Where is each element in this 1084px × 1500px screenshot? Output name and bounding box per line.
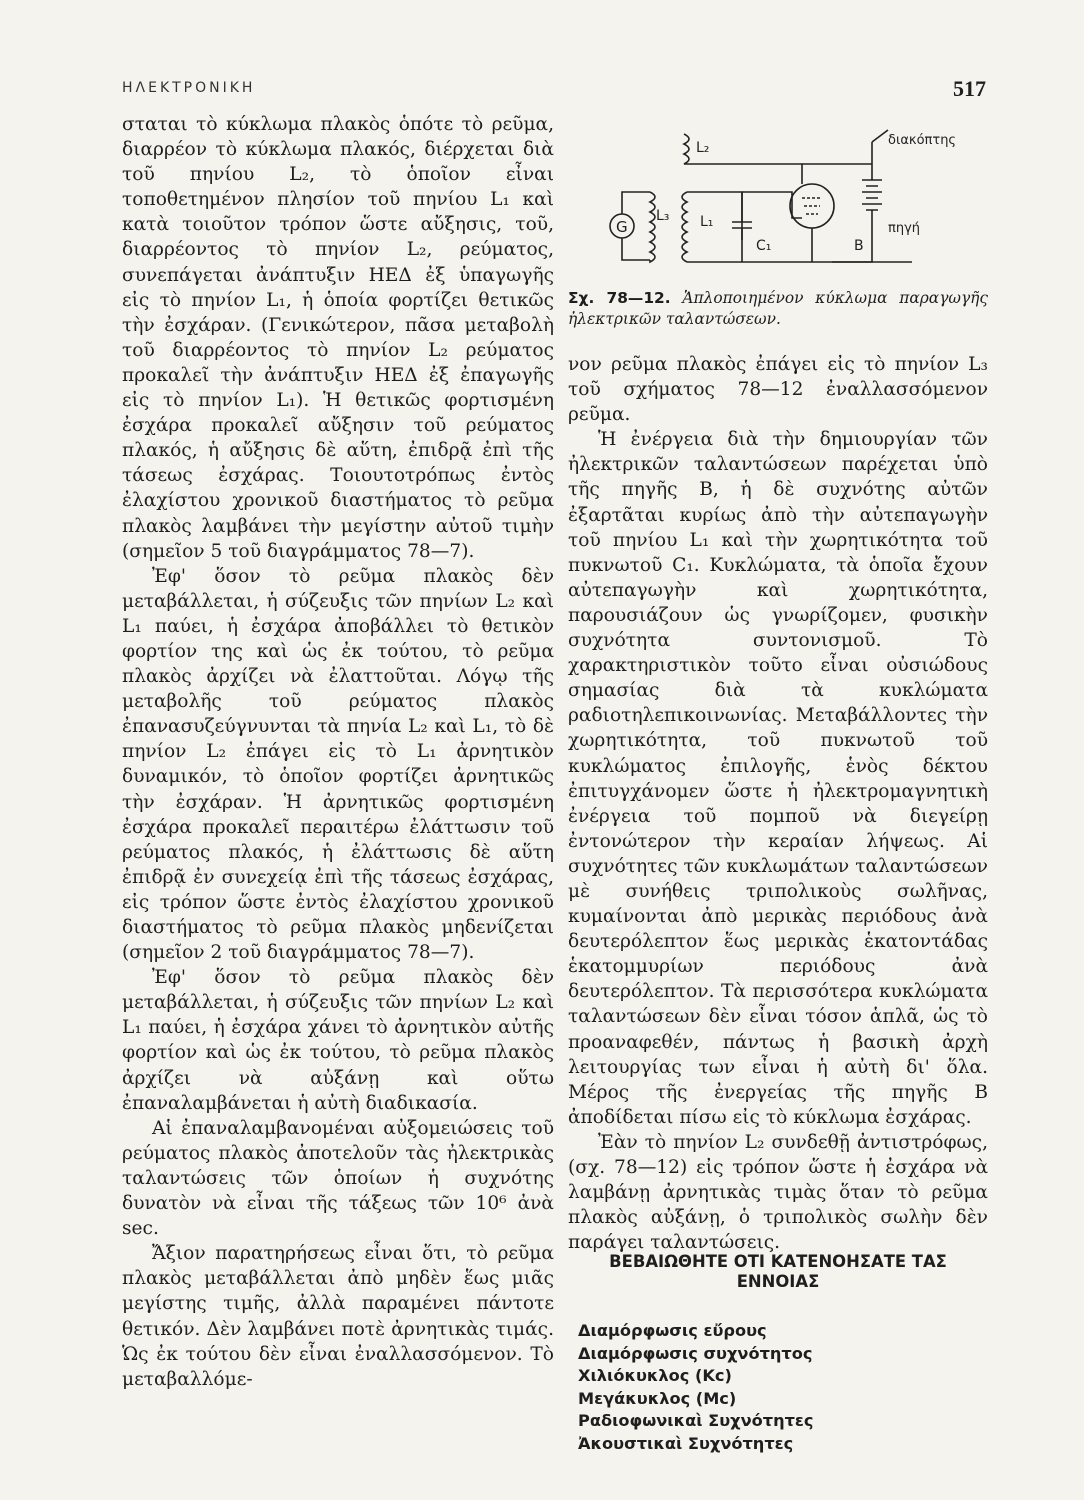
paragraph: σταται τὸ κύκλωμα πλακὸς ὁπότε τὸ ρεῦμα, διαρρέον τὸ κύκλωμα πλακός, διέρχεται διὰ τοῦ πηνίου L₂, τὸ ὁποῖον εἶναι τοποθετημένον πλησίον τοῦ πηνίου L₁ καὶ κατὰ τοιοῦτον τρόπον ὥστε αὔξησις, τοῦ, διαρρέοντος τὸ πηνίον L₂, ρεύματος, συνεπάγεται ἀνάπτυξιν ΗΕΔ ἐξ ὑπαγωγῆς εἰς τὸ πηνίον L₁, ἡ ὁποία φορτίζει θετικῶς τὴν ἐσχάραν. (Γενικώτερον, πᾶσα μεταβολὴ τοῦ διαρρέοντος τὸ πηνίον L₂ ρεύματος προκαλεῖ τὴν ἀνάπτυξιν ΗΕΔ ἐξ ἐπαγωγῆς εἰς τὸ πηνίον L₁). Ἡ θετικῶς φορτισμένη ἐσχάρα προκαλεῖ αὔξησιν τοῦ ρεύματος πλακός, ἡ αὔξησις δὲ αὕτη, ἐπιδρᾷ ἐπὶ τῆς τάσεως ἐσχάρας. Τοιουτοτρόπως ἐντὸς ἐλαχίστου χρονικοῦ διαστήματος τὸ ρεῦμα πλακὸς λαμβάνει τὴν μεγίστην αὐτοῦ τιμὴν (σημεῖον 5 τοῦ διαγράμματος 78—7).	[122, 114, 554, 562]
page-number: 517	[953, 76, 986, 101]
review-terms	[578, 1320, 958, 1456]
review-term: Διαμόρφωσις συχνότητος	[578, 1343, 813, 1363]
label-switch: διακόπτης	[888, 133, 957, 148]
running-title: ΗΛΕΚΤΡΟΝΙΚΗ	[122, 80, 256, 96]
paragraph: Ἐφ' ὅσον τὸ ρεῦμα πλακὸς δὲν μεταβάλλεται, ἡ σύζευξις τῶν πηνίων L₂ καὶ L₁ παύει, ἡ ἐσχάρα ἀποβάλλει τὸ θετικὸν φορτίον της καὶ ὡς ἐκ τούτου, τὸ ρεῦμα πλακὸς ἀρχίζει νὰ ἐλαττοῦται. Λόγῳ τῆς μεταβολῆς τοῦ ρεύματος πλακὸς ἐπανασυζεύγνυνται τὰ πηνία L₂ καὶ L₁, τὸ δὲ πηνίον L₂ ἐπάγει εἰς τὸ L₁ ἀρνητικὸν δυναμικόν, τὸ ὁποῖον φορτίζει ἀρνητικῶς τὴν ἐσχάραν. Ἡ ἀρνητικῶς φορτισμένη ἐσχάρα προκαλεῖ περαιτέρω ἐλάττωσιν τοῦ ρεύματος πλακός, ἡ ἐλάττωσις δὲ αὕτη ἐπιδρᾷ ἐν συνεχείᾳ ἐπὶ τῆς τάσεως ἐσχάρας, εἰς τρόπον ὥστε ἐντὸς ἐλαχίστου χρονικοῦ διαστήματος τὸ ρεῦμα πλακὸς μηδενίζεται (σημεῖον 2 τοῦ διαγράμματος 78—7).	[122, 565, 554, 964]
coil-L3	[650, 192, 655, 262]
review-heading: ΒΕΒΑΙΩΘΗΤΕ ΟΤΙ ΚΑΤΕΝΟΗΣΑΤΕ ΤΑΣ ΕΝΝΟΙΑΣ	[609, 1252, 947, 1291]
review-term: Ραδιοφωνικαὶ Συχνότητες	[578, 1411, 814, 1431]
paragraph: Αἱ ἐπαναλαμβανομέναι αὐξομειώσεις τοῦ ρεύματος πλακὸς ἀποτελοῦν τὰς ἠλεκτρικὰς ταλαντώσεις τῶν ὁποίων ἡ συχνότης δυνατὸν νὰ εἶναι τῆς τάξεως τῶν 10⁶ ἀνὰ sec.	[122, 1117, 554, 1240]
circuit-diagram	[592, 128, 992, 278]
label-source: πηγή	[888, 221, 920, 236]
figure-caption	[568, 288, 988, 330]
review-term: Διαμόρφωσις εὔρους	[578, 1321, 767, 1340]
switch-symbol	[872, 130, 888, 142]
label-C1: C₁	[756, 238, 772, 254]
paragraph: Ἡ ἐνέργεια διὰ τὴν δημιουργίαν τῶν ἠλεκτρικῶν ταλαντώσεων παρέχεται ὑπὸ τῆς πηγῆς B, ἡ δὲ συχνότης αὐτῶν ἐξαρτᾶται κυρίως ἀπὸ τὴν αὐτεπαγωγὴν τοῦ πηνίου L₁ καὶ τὴν χωρητικότητα τοῦ πυκνωτοῦ C₁. Κυκλώματα, τὰ ὁποῖα ἔχουν αὐτεπαγωγὴν καὶ χωρητικότητα, παρουσιάζουν ὡς γνωρίζομεν, φυσικὴν συχνότητα συντονισμοῦ. Τὸ χαρακτηριστικὸν τοῦτο εἶναι οὐσιώδους σημασίας διὰ τὰ κυκλώματα ραδιοτηλεπικοινωνίας. Μεταβάλλοντες τὴν χωρητικότητα, τοῦ πυκνωτοῦ τοῦ κυκλώματος ἐπιλογῆς, ἑνὸς δέκτου ἐπιτυγχάνομεν ὥστε ἡ ἠλεκτρομαγνητικὴ ἐνέργεια τοῦ πομποῦ νὰ διεγείρῃ ἐντονώτερον τὴν κεραίαν λήψεως. Αἱ συχνότητες τῶν κυκλωμάτων ταλαντώσεων μὲ συνήθεις τριπολικοὺς σωλῆνας, κυμαίνονται ἀπὸ μερικὰς περιόδους ἀνὰ δευτερόλεπτον ἕως μερικὰς ἑκατοντάδας ἑκατομμυρίων περιόδους ἀνὰ δευτερόλεπτον. Τὰ περισσότερα κυκλώματα ταλαντώσεων δὲν εἶναι τόσον ἁπλᾶ, ὡς τὸ προαναφεθέν, πάντως ἡ βασικὴ ἀρχὴ λειτουργίας των εἶναι ἡ αὐτὴ δι' ὅλα. Μέρος τῆς ἐνεργείας τῆς πηγῆς B ἀποδίδεται πίσω εἰς τὸ κύκλωμα ἐσχάρας.	[568, 429, 988, 1128]
review-term: Ἀκουστικαὶ Συχνότητες	[578, 1433, 794, 1453]
right-column	[568, 352, 988, 1255]
caption-text: Ἁπλοποιημένον κύκλωμα παραγωγῆς ἠλεκτρικῶν ταλαντώσεων.	[568, 289, 988, 328]
paragraph: Ἄξιον παρατηρήσεως εἶναι ὅτι, τὸ ρεῦμα πλακὸς μεταβάλλεται ἀπὸ μηδὲν ἕως μιᾶς μεγίστης τιμῆς, ἀλλὰ παραμένει πάντοτε θετικόν. Δὲν λαμβάνει ποτὲ ἀρνητικὰς τιμάς. Ὡς ἐκ τούτου δὲν εἶναι ἐναλλασσόμενον. Τὸ μεταβαλλόμε-	[122, 1243, 554, 1390]
coil-L1	[682, 192, 687, 262]
label-G: G	[616, 218, 628, 236]
label-B: B	[854, 238, 864, 254]
label-L3: L₃	[656, 208, 670, 224]
label-L1: L₁	[700, 214, 714, 230]
paragraph: Ἐὰν τὸ πηνίον L₂ συνδεθῇ ἀντιστρόφως, (σχ. 78—12) εἰς τρόπον ὥστε ἡ ἐσχάρα νὰ λαμβάνῃ ἀρνητικὰς τιμὰς ὅταν τὸ ρεῦμα πλακὸς αὐξάνῃ, ὁ τριπολικὸς σωλὴν δὲν παράγει ταλαντώσεις.	[568, 1131, 988, 1254]
coil-L2	[684, 134, 742, 164]
left-column	[122, 112, 554, 1392]
review-term: Μεγάκυκλος (Mc)	[578, 1388, 737, 1408]
paragraph: νον ρεῦμα πλακὸς ἐπάγει εἰς τὸ πηνίον L₃ τοῦ σχήματος 78—12 ἐναλλασσόμενον ρεῦμα.	[568, 354, 988, 426]
caption-number: Σχ. 78—12.	[568, 289, 671, 307]
paragraph: Ἐφ' ὅσον τὸ ρεῦμα πλακὸς δὲν μεταβάλλεται, ἡ σύζευξις τῶν πηνίων L₂ καὶ L₁ παύει, ἡ ἐσχάρα χάνει τὸ ἀρνητικὸν αὐτῆς φορτίον καὶ ὡς ἐκ τούτου, τὸ ρεῦμα πλακὸς ἀρχίζει νὰ αὐξάνῃ καὶ οὕτω ἐπαναλαμβάνεται ἡ αὐτὴ διαδικασία.	[122, 967, 554, 1114]
review-term: Χιλιόκυκλος (Kc)	[578, 1366, 732, 1386]
label-L2: L₂	[696, 140, 710, 156]
